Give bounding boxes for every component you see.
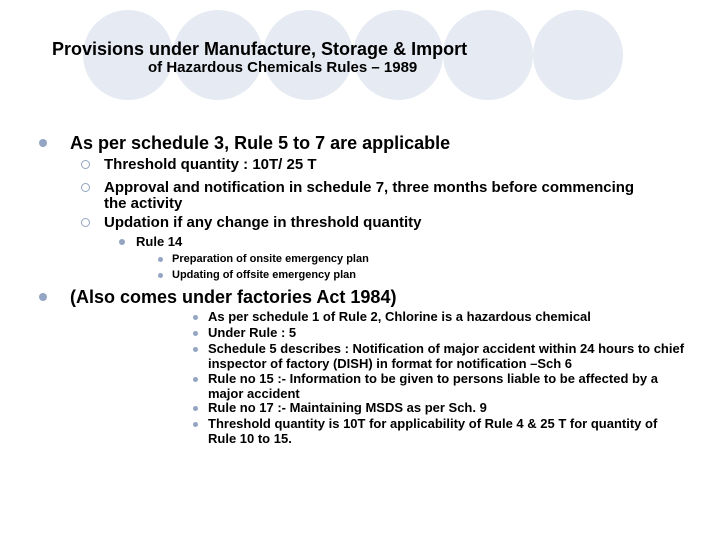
bullet-icon: [193, 315, 198, 320]
bullet-icon: [158, 257, 163, 262]
bullet-rule-5: Under Rule : 5: [208, 325, 297, 340]
bullet-icon: [193, 422, 198, 427]
ring-bullet-icon: [81, 183, 90, 192]
bullet-schedule-3: As per schedule 3, Rule 5 to 7 are applicable: [70, 133, 451, 153]
bullet-icon: [39, 139, 47, 147]
ring-bullet-icon: [81, 218, 90, 227]
bullet-factories-act: (Also comes under factories Act 1984): [70, 287, 397, 307]
bullet-icon: [158, 273, 163, 278]
bullet-approval: Approval and notification in schedule 7, three months before commencing the activity: [104, 179, 635, 212]
bullet-rule-14: Rule 14: [136, 234, 183, 249]
bullet-rule-15: Rule no 15 :- Information to be given to persons liable to be affected by a major accident: [208, 371, 659, 401]
bullet-icon: [193, 406, 198, 411]
bullet-threshold-10t: Threshold quantity is 10T for applicability of Rule 4 & 25 T for quantity of Rule 10 to 15.: [208, 416, 658, 446]
bullet-schedule-5: Schedule 5 describes : Notification of major accident within 24 hours to chief inspector of factory (DISH) in format for notification –Sch 6: [208, 341, 685, 371]
bullet-icon: [193, 347, 198, 352]
ring-bullet-icon: [81, 160, 90, 169]
slide-title: [52, 38, 712, 76]
bullet-icon: [193, 331, 198, 336]
bullet-icon: [119, 239, 125, 245]
bullet-schedule-1: As per schedule 1 of Rule 2, Chlorine is a hazardous chemical: [208, 309, 591, 324]
bullet-icon: [193, 377, 198, 382]
bullet-offsite-plan: Updating of offsite emergency plan: [172, 269, 356, 281]
bullet-icon: [39, 293, 47, 301]
bullet-updation: Updation if any change in threshold quantity: [104, 214, 422, 231]
bullet-threshold: Threshold quantity : 10T/ 25 T: [104, 156, 317, 173]
bullet-onsite-plan: Preparation of onsite emergency plan: [172, 253, 369, 265]
title-line-1: Provisions under Manufacture, Storage & Import: [52, 39, 468, 59]
bullet-rule-17: Rule no 17 :- Maintaining MSDS as per Sch. 9: [208, 400, 487, 415]
title-line-2: of Hazardous Chemicals Rules – 1989: [148, 59, 418, 76]
